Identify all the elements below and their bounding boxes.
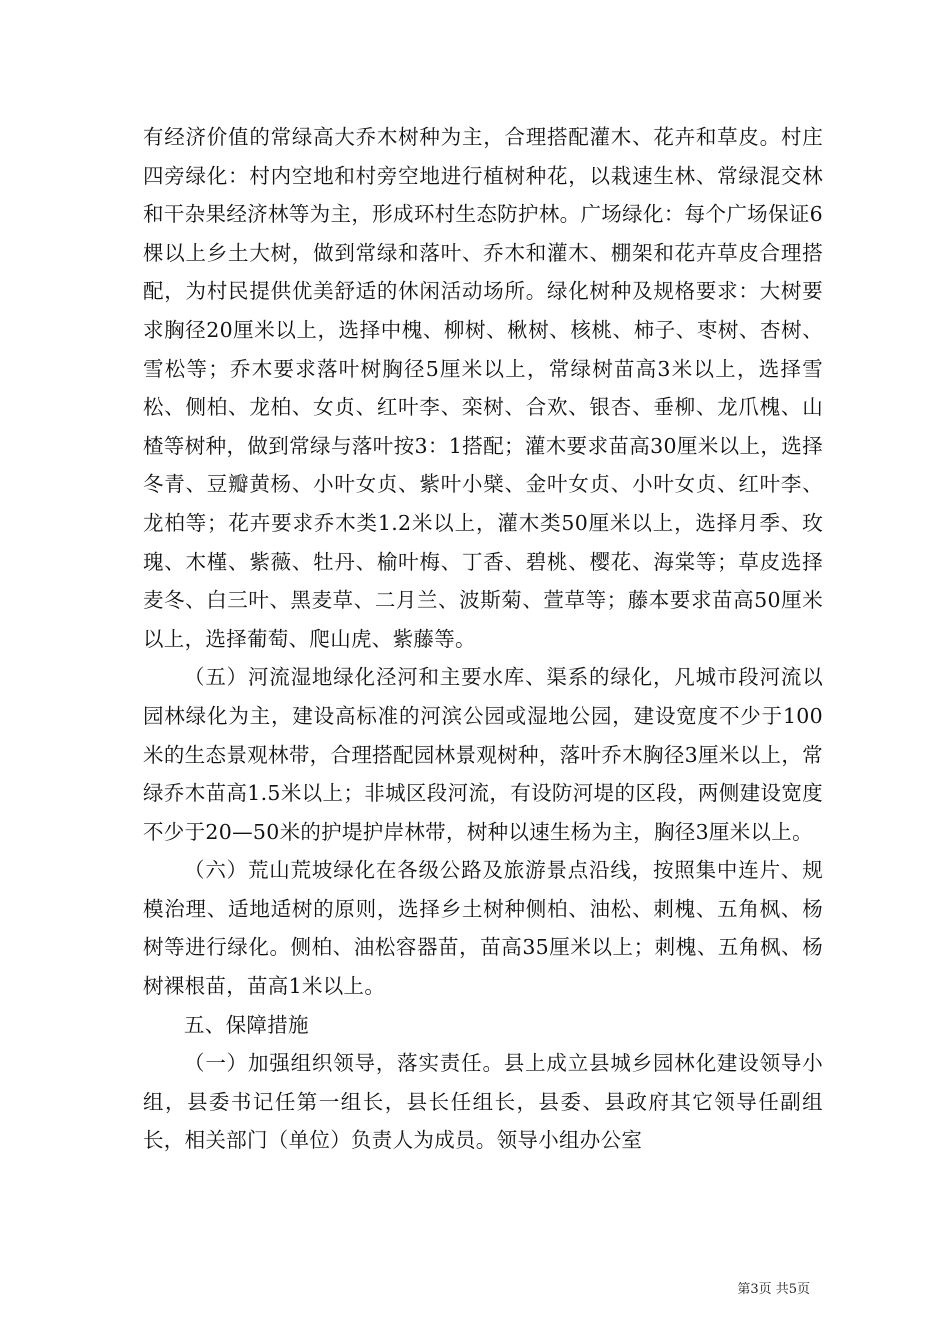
- paragraph-1: 有经济价值的常绿高大乔木树种为主，合理搭配灌木、花卉和草皮。村庄四旁绿化：村内空地和村旁空地进行植树种花，以栽速生林、常绿混交林和干杂果经济林等为主，形成环村生态防护林。广场绿化：每个广场保证6棵以上乡土大树，做到常绿和落叶、乔木和灌木、棚架和花卉草皮合理搭配，为村民提供优美舒适的休闲活动场所。绿化树种及规格要求：大树要求胸径20厘米以上，选择中槐、柳树、楸树、核桃、柿子、枣树、杏树、雪松等；乔木要求落叶树胸径5厘米以上，常绿树苗高3米以上，选择雪松、侧柏、龙柏、女贞、红叶李、栾树、合欢、银杏、垂柳、龙爪槐、山楂等树种，做到常绿与落叶按3：1搭配；灌木要求苗高30厘米以上，选择冬青、豆瓣黄杨、小叶女贞、紫叶小檗、金叶女贞、小叶女贞、红叶李、龙柏等；花卉要求乔木类1.2米以上，灌木类50厘米以上，选择月季、玫瑰、木槿、紫薇、牡丹、榆叶梅、丁香、碧桃、樱花、海棠等；草皮选择麦冬、白三叶、黑麦草、二月兰、波斯菊、萱草等；藤本要求苗高50厘米以上，选择葡萄、爬山虎、紫藤等。: [143, 125, 823, 651]
- document-body: [143, 118, 823, 1160]
- section-heading: 五、保障措施: [184, 1012, 309, 1037]
- paragraph-4: （一）加强组织领导，落实责任。县上成立县城乡园林化建设领导小组，县委书记任第一组长，县长任组长，县委、县政府其它领导任副组长，相关部门（单位）负责人为成员。领导小组办公室: [143, 1051, 823, 1153]
- page-number: 第3页 共5页: [737, 1282, 810, 1297]
- paragraph-2: （五）河流湿地绿化泾河和主要水库、渠系的绿化，凡城市段河流以园林绿化为主，建设高标准的河滨公园或湿地公园，建设宽度不少于100米的生态景观林带，合理搭配园林景观树种，落叶乔木胸径3厘米以上，常绿乔木苗高1.5米以上；非城区段河流，有设防河堤的区段，两侧建设宽度不少于20—50米的护堤护岸林带，树种以速生杨为主，胸径3厘米以上。: [143, 665, 823, 844]
- paragraph-3: （六）荒山荒坡绿化在各级公路及旅游景点沿线，按照集中连片、规模治理、适地适树的原则，选择乡土树种侧柏、油松、刺槐、五角枫、杨树等进行绿化。侧柏、油松容器苗，苗高35厘米以上；刺槐、五角枫、杨树裸根苗，苗高1米以上。: [143, 858, 823, 999]
